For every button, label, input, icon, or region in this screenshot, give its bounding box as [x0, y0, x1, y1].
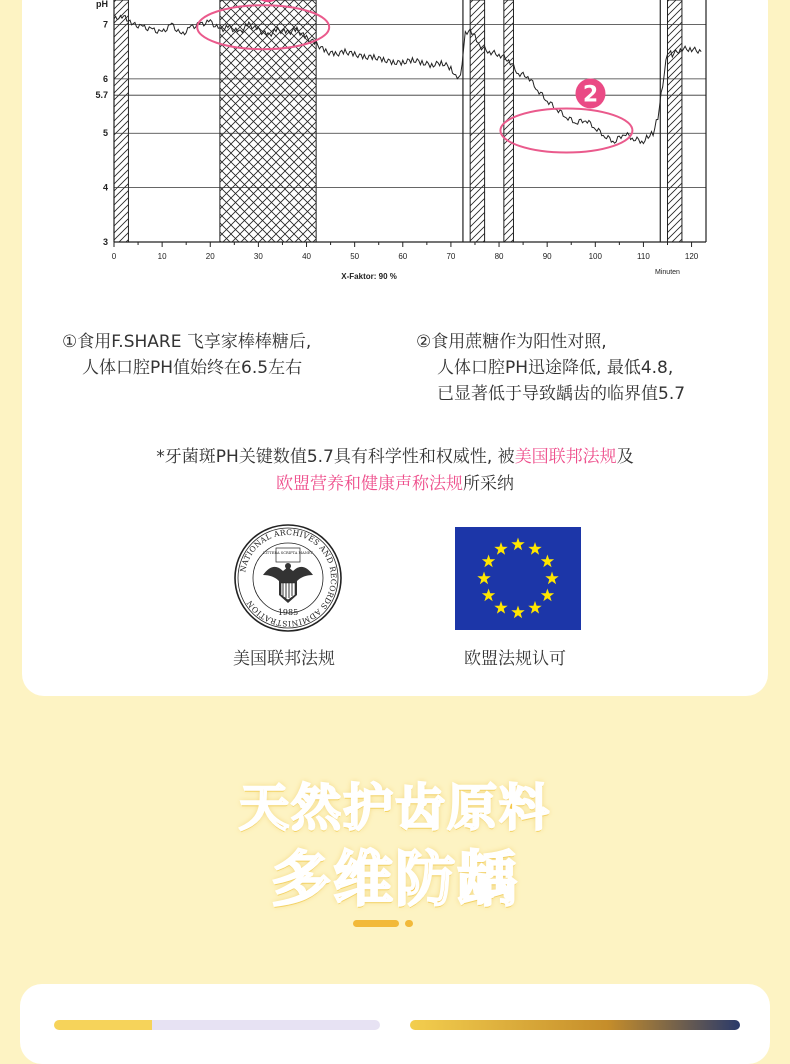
x-tick-label: 0: [111, 252, 117, 261]
eu-regulation-caption: 欧盟法规认可: [464, 649, 566, 669]
marker-number: 2: [582, 82, 599, 108]
ph-curve-chart: [60, 0, 730, 300]
x-tick-label: 70: [446, 252, 456, 261]
note-2: [416, 329, 685, 407]
x-tick-label: 90: [542, 252, 552, 261]
seal-ring-text: NATIONAL ARCHIVES AND RECORDS ADMINISTRATION: [238, 527, 339, 629]
hatched-band: [667, 0, 681, 242]
title-divider-dot: [405, 920, 413, 927]
eu-flag-icon: [455, 527, 581, 630]
claim-us-regulation: 美国联邦法规: [514, 447, 617, 467]
x-tick-label: 20: [205, 252, 215, 261]
y-tick-label: 4: [102, 182, 108, 193]
x-tick-label: 10: [157, 252, 167, 261]
x-axis-label: X-Faktor: 90 %: [341, 272, 397, 281]
section-title-2: 多维防龋: [271, 845, 519, 915]
hatched-band: [114, 0, 128, 242]
y-tick-label: 7: [102, 19, 108, 30]
y-tick-label: 5: [102, 128, 108, 139]
y-tick-label: 5.7: [95, 90, 108, 101]
x-unit-label: Minuten: [655, 269, 680, 276]
y-tick-label: 6: [102, 73, 108, 84]
note-2-line-3: 已显著低于导致龋齿的临界值5.7: [437, 384, 686, 404]
marker-number: [260, 0, 275, 1]
claim-text-1: *牙菌斑PH关键数值5.7具有科学性和权威性, 被: [156, 447, 515, 467]
ingredient-image-2: [410, 1020, 740, 1030]
note-1-line-2: 人体口腔PH值始终在6.5左右: [82, 358, 303, 378]
us-regulation-caption: 美国联邦法规: [233, 649, 335, 669]
note-1: [62, 329, 311, 381]
x-tick-label: 110: [637, 252, 650, 261]
seal-scroll-text: LITTERA SCRIPTA MANET: [263, 551, 313, 555]
x-tick-label: 120: [684, 252, 699, 261]
y-axis-label: pH: [96, 0, 108, 9]
x-tick-label: 80: [494, 252, 504, 261]
authority-claim: [0, 444, 790, 498]
hatched-band: [220, 0, 316, 242]
y-tick-label: 3: [102, 237, 108, 247]
x-tick-label: 30: [253, 252, 263, 261]
note-2-line-1: ②食用蔗糖作为阳性对照,: [416, 332, 607, 352]
claim-text-2: 及: [616, 447, 634, 467]
claim-eu-regulation: 欧盟营养和健康声称法规: [276, 474, 463, 494]
section-title-1: 天然护齿原料: [239, 779, 551, 837]
seal-year: 1985: [277, 608, 299, 617]
note-1-line-1: ①食用F.SHARE 飞享家棒棒糖后,: [62, 332, 312, 352]
x-tick-label: 60: [398, 252, 408, 261]
note-2-line-2: 人体口腔PH迅途降低, 最低4.8,: [437, 358, 674, 378]
claim-text-3: 所采纳: [463, 474, 514, 494]
x-tick-label: 40: [302, 252, 311, 261]
x-tick-label: 100: [588, 252, 602, 261]
x-tick-label: 50: [350, 252, 360, 261]
hatched-band: [470, 0, 484, 242]
ingredient-image-1: [54, 1020, 380, 1030]
national-archives-seal-icon: [233, 523, 343, 633]
title-divider-bar: [353, 920, 399, 927]
highlight-ellipse: [500, 109, 632, 153]
